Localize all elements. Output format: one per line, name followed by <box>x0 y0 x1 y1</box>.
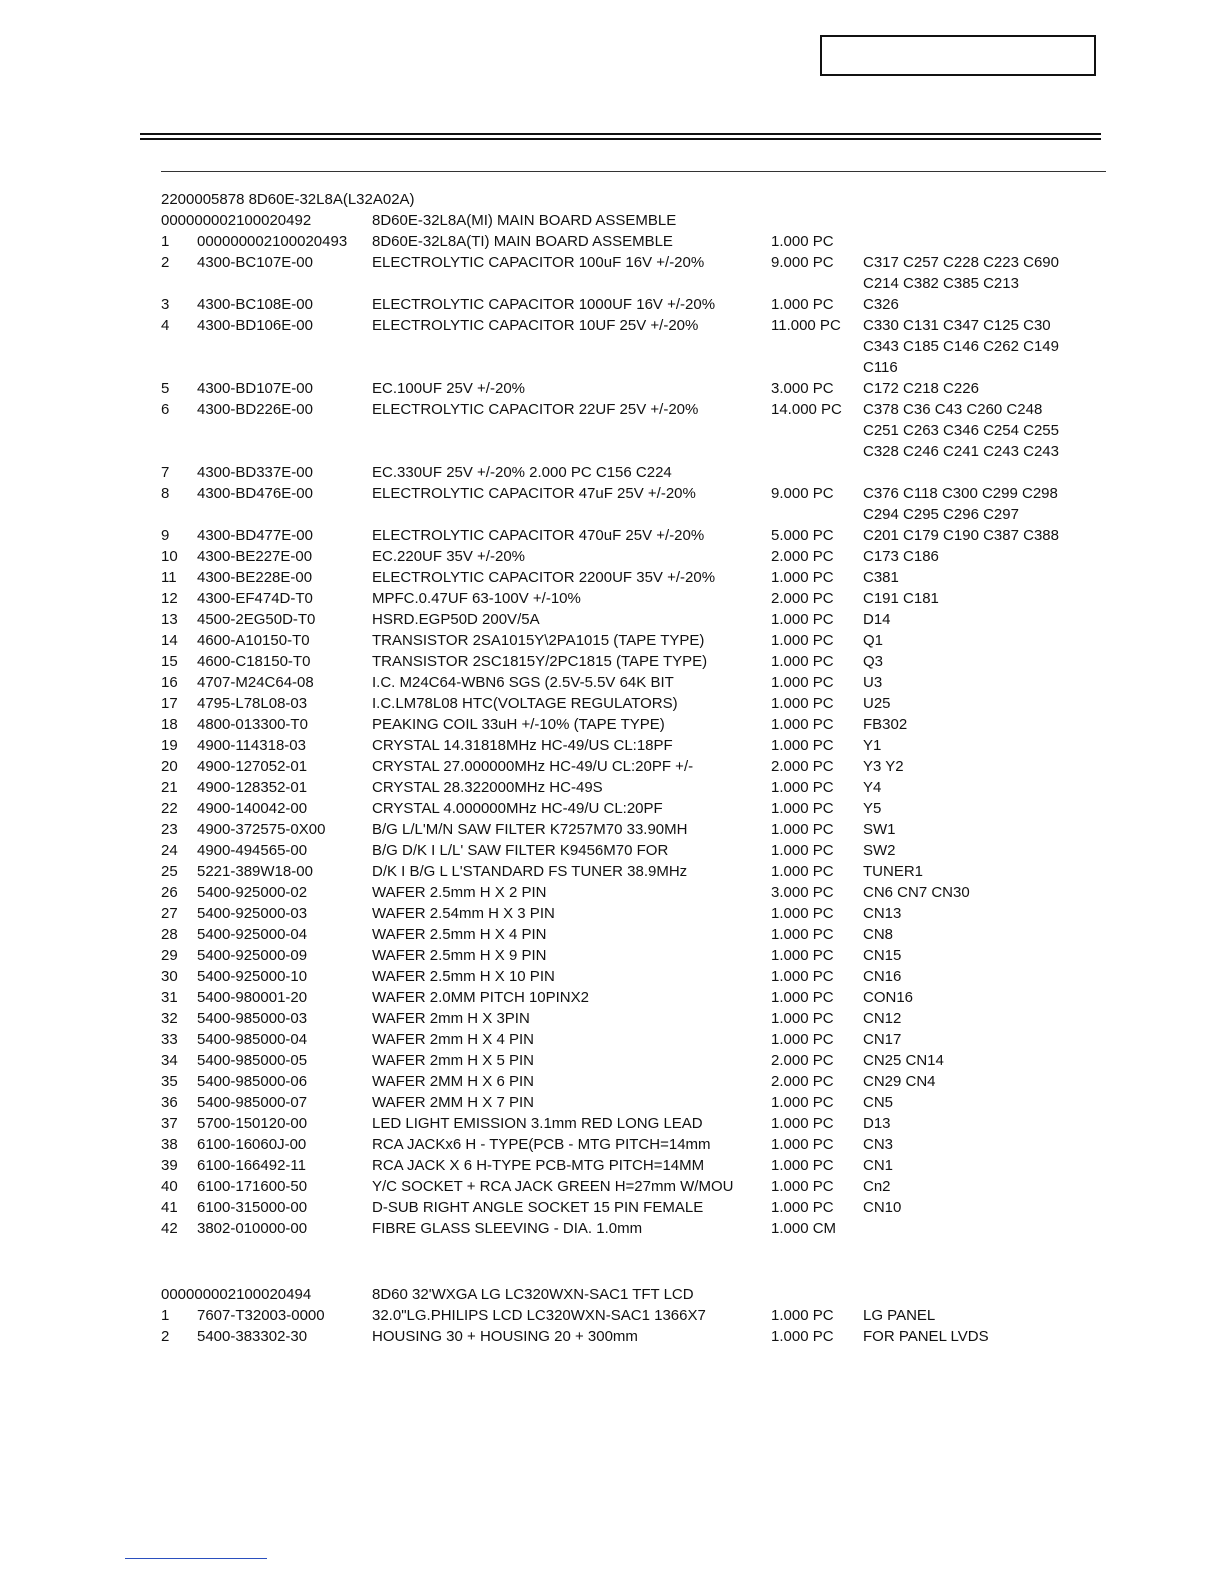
quantity: 1.000 PC <box>771 821 834 838</box>
part-description: D-SUB RIGHT ANGLE SOCKET 15 PIN FEMALE <box>372 1199 704 1216</box>
footer-link-underline <box>125 1558 267 1559</box>
quantity: 1.000 CM <box>771 1220 837 1237</box>
reference-designators: C191 C181 <box>863 590 939 607</box>
reference-designators: CN1 <box>863 1157 894 1174</box>
quantity: 1.000 PC <box>771 632 834 649</box>
reference-designators: Cn2 <box>863 1178 891 1195</box>
quantity: 5.000 PC <box>771 527 834 544</box>
reference-designators: TUNER1 <box>863 863 924 880</box>
part-number: 4300-BD477E-00 <box>197 527 313 544</box>
item-number: 25 <box>161 863 178 880</box>
assembly-desc: 8D60E-32L8A(MI) MAIN BOARD ASSEMBLE <box>372 212 677 229</box>
part-description: I.C. M24C64-WBN6 SGS (2.5V-5.5V 64K BIT <box>372 674 674 691</box>
item-number: 3 <box>161 296 170 313</box>
quantity: 2.000 PC <box>771 548 834 565</box>
item-number: 16 <box>161 674 178 691</box>
quantity: 1.000 PC <box>771 1136 834 1153</box>
assembly-desc: 8D60 32'WXGA LG LC320WXN-SAC1 TFT LCD <box>372 1286 694 1303</box>
reference-designators: U3 <box>863 674 883 691</box>
part-description: ELECTROLYTIC CAPACITOR 1000UF 16V +/-20% <box>372 296 716 313</box>
reference-designators: C172 C218 C226 <box>863 380 979 397</box>
part-number: 4300-BE227E-00 <box>197 548 313 565</box>
part-number: 4300-BD106E-00 <box>197 317 313 334</box>
reference-designators: Q3 <box>863 653 884 670</box>
reference-designators: C378 C36 C43 C260 C248 <box>863 401 1043 418</box>
part-description: B/G D/K I L/L' SAW FILTER K9456M70 FOR <box>372 842 669 859</box>
part-number: 4300-BC107E-00 <box>197 254 313 271</box>
reference-designators: D14 <box>863 611 891 628</box>
part-description: WAFER 2.5mm H X 9 PIN <box>372 947 547 964</box>
header-box <box>820 35 1096 76</box>
quantity: 1.000 PC <box>771 1199 834 1216</box>
part-description: ELECTROLYTIC CAPACITOR 47uF 25V +/-20% <box>372 485 696 502</box>
part-number: 5400-980001-20 <box>197 989 308 1006</box>
part-number: 4900-140042-00 <box>197 800 308 817</box>
quantity: 14.000 PC <box>771 401 842 418</box>
reference-designators: CN29 CN4 <box>863 1073 936 1090</box>
part-number: 4300-BD476E-00 <box>197 485 313 502</box>
reference-designators: C381 <box>863 569 899 586</box>
part-description: ELECTROLYTIC CAPACITOR 470uF 25V +/-20% <box>372 527 705 544</box>
item-number: 6 <box>161 401 170 418</box>
reference-designators: Q1 <box>863 632 884 649</box>
part-description: WAFER 2mm H X 4 PIN <box>372 1031 534 1048</box>
quantity: 3.000 PC <box>771 884 834 901</box>
quantity: 1.000 PC <box>771 905 834 922</box>
part-number: 3802-010000-00 <box>197 1220 308 1237</box>
reference-designators: CON16 <box>863 989 914 1006</box>
item-number: 18 <box>161 716 178 733</box>
part-description: WAFER 2.0MM PITCH 10PINX2 <box>372 989 589 1006</box>
item-number: 33 <box>161 1031 178 1048</box>
part-number: 5400-985000-05 <box>197 1052 308 1069</box>
quantity: 1.000 PC <box>771 695 834 712</box>
part-number: 000000002100020493 <box>197 233 348 250</box>
item-number: 31 <box>161 989 178 1006</box>
reference-designators: CN6 CN7 CN30 <box>863 884 970 901</box>
item-number: 38 <box>161 1136 178 1153</box>
item-number: 5 <box>161 380 170 397</box>
item-number: 39 <box>161 1157 178 1174</box>
item-number: 1 <box>161 233 170 250</box>
assembly-id: 000000002100020494 <box>161 1286 312 1303</box>
reference-designators: CN12 <box>863 1010 902 1027</box>
item-number: 10 <box>161 548 178 565</box>
item-number: 41 <box>161 1199 178 1216</box>
item-number: 14 <box>161 632 178 649</box>
reference-designators: C317 C257 C228 C223 C690 <box>863 254 1059 271</box>
part-number: 4600-A10150-T0 <box>197 632 310 649</box>
part-description: D/K I B/G L L'STANDARD FS TUNER 38.9MHz <box>372 863 688 880</box>
quantity: 1.000 PC <box>771 674 834 691</box>
part-number: 5400-925000-04 <box>197 926 308 943</box>
part-number: 4300-BD226E-00 <box>197 401 313 418</box>
reference-designators: C343 C185 C146 C262 C149 <box>863 338 1059 355</box>
part-description: WAFER 2.5mm H X 4 PIN <box>372 926 547 943</box>
item-number: 42 <box>161 1220 178 1237</box>
quantity: 1.000 PC <box>771 1010 834 1027</box>
part-description: LED LIGHT EMISSION 3.1mm RED LONG LEAD <box>372 1115 703 1132</box>
quantity: 1.000 PC <box>771 926 834 943</box>
part-description: Y/C SOCKET + RCA JACK GREEN H=27mm W/MOU <box>372 1178 734 1195</box>
part-description: WAFER 2mm H X 5 PIN <box>372 1052 534 1069</box>
quantity: 2.000 PC <box>771 590 834 607</box>
quantity: 1.000 PC <box>771 569 834 586</box>
part-description: EC.220UF 35V +/-20% <box>372 548 525 565</box>
reference-designators: Y3 Y2 <box>863 758 904 775</box>
part-description: TRANSISTOR 2SC1815Y/2PC1815 (TAPE TYPE) <box>372 653 708 670</box>
reference-designators: CN16 <box>863 968 902 985</box>
reference-designators: C201 C179 C190 C387 C388 <box>863 527 1059 544</box>
item-number: 27 <box>161 905 178 922</box>
quantity: 1.000 PC <box>771 737 834 754</box>
item-number: 19 <box>161 737 178 754</box>
reference-designators: FOR PANEL LVDS <box>863 1328 989 1345</box>
quantity: 1.000 PC <box>771 1328 834 1345</box>
quantity: 1.000 PC <box>771 1031 834 1048</box>
part-description: ELECTROLYTIC CAPACITOR 22UF 25V +/-20% <box>372 401 699 418</box>
quantity: 1.000 PC <box>771 716 834 733</box>
quantity: 2.000 PC <box>771 1052 834 1069</box>
part-number: 5400-985000-04 <box>197 1031 308 1048</box>
quantity: 1.000 PC <box>771 1094 834 1111</box>
part-description: MPFC.0.47UF 63-100V +/-10% <box>372 590 581 607</box>
item-number: 36 <box>161 1094 178 1111</box>
quantity: 1.000 PC <box>771 842 834 859</box>
part-number: 5400-925000-03 <box>197 905 308 922</box>
part-description: B/G L/L'M/N SAW FILTER K7257M70 33.90MH <box>372 821 688 838</box>
quantity: 11.000 PC <box>771 317 841 334</box>
part-description: RCA JACKx6 H - TYPE(PCB - MTG PITCH=14mm <box>372 1136 711 1153</box>
quantity: 1.000 PC <box>771 989 834 1006</box>
reference-designators: C328 C246 C241 C243 C243 <box>863 443 1059 460</box>
header-thin-rule <box>161 171 1106 172</box>
part-description: WAFER 2MM H X 6 PIN <box>372 1073 534 1090</box>
reference-designators: C116 <box>863 359 898 376</box>
reference-designators: CN13 <box>863 905 902 922</box>
part-number: 4300-BD107E-00 <box>197 380 313 397</box>
part-number: 4795-L78L08-03 <box>197 695 308 712</box>
item-number: 8 <box>161 485 170 502</box>
quantity: 1.000 PC <box>771 968 834 985</box>
reference-designators: C330 C131 C347 C125 C30 <box>863 317 1051 334</box>
part-number: 4900-128352-01 <box>197 779 308 796</box>
part-number: 4600-C18150-T0 <box>197 653 311 670</box>
item-number: 15 <box>161 653 178 670</box>
item-number: 1 <box>161 1307 170 1324</box>
part-description: PEAKING COIL 33uH +/-10% (TAPE TYPE) <box>372 716 665 733</box>
reference-designators: LG PANEL <box>863 1307 936 1324</box>
part-number: 5400-383302-30 <box>197 1328 308 1345</box>
quantity: 2.000 PC <box>771 758 834 775</box>
part-description: WAFER 2.54mm H X 3 PIN <box>372 905 555 922</box>
part-number: 4500-2EG50D-T0 <box>197 611 316 628</box>
assembly-id: 000000002100020492 <box>161 212 312 229</box>
reference-designators: C294 C295 C296 C297 <box>863 506 1019 523</box>
part-number: 7607-T32003-0000 <box>197 1307 325 1324</box>
part-number: 5700-150120-00 <box>197 1115 308 1132</box>
quantity: 1.000 PC <box>771 296 834 313</box>
part-description: EC.100UF 25V +/-20% <box>372 380 525 397</box>
part-number: 5400-985000-07 <box>197 1094 308 1111</box>
quantity: 1.000 PC <box>771 1115 834 1132</box>
quantity: 9.000 PC <box>771 254 834 271</box>
part-number: 4300-BC108E-00 <box>197 296 313 313</box>
reference-designators: CN17 <box>863 1031 902 1048</box>
part-description: HOUSING 30 + HOUSING 20 + 300mm <box>372 1328 638 1345</box>
reference-designators: FB302 <box>863 716 908 733</box>
item-number: 40 <box>161 1178 178 1195</box>
quantity: 1.000 PC <box>771 611 834 628</box>
part-description: CRYSTAL 27.000000MHz HC-49/U CL:20PF +/- <box>372 758 694 775</box>
quantity: 1.000 PC <box>771 1157 834 1174</box>
part-description: TRANSISTOR 2SA1015Y\2PA1015 (TAPE TYPE) <box>372 632 705 649</box>
part-description: WAFER 2mm H X 3PIN <box>372 1010 530 1027</box>
item-number: 34 <box>161 1052 178 1069</box>
part-number: 6100-315000-00 <box>197 1199 308 1216</box>
part-description: CRYSTAL 4.000000MHz HC-49/U CL:20PF <box>372 800 663 817</box>
reference-designators: U25 <box>863 695 891 712</box>
part-number: 4300-BE228E-00 <box>197 569 313 586</box>
reference-designators: C173 C186 <box>863 548 939 565</box>
item-number: 29 <box>161 947 178 964</box>
item-number: 37 <box>161 1115 178 1132</box>
part-description: ELECTROLYTIC CAPACITOR 2200UF 35V +/-20% <box>372 569 716 586</box>
part-description: FIBRE GLASS SLEEVING - DIA. 1.0mm <box>372 1220 643 1237</box>
item-number: 11 <box>161 569 177 586</box>
reference-designators: C251 C263 C346 C254 C255 <box>863 422 1059 439</box>
part-number: 5400-925000-10 <box>197 968 308 985</box>
part-description: 8D60E-32L8A(TI) MAIN BOARD ASSEMBLE <box>372 233 673 250</box>
part-description: CRYSTAL 14.31818MHz HC-49/US CL:18PF <box>372 737 673 754</box>
quantity: 1.000 PC <box>771 1307 834 1324</box>
item-number: 9 <box>161 527 170 544</box>
item-number: 28 <box>161 926 178 943</box>
reference-designators: C214 C382 C385 C213 <box>863 275 1019 292</box>
header-double-rule <box>140 133 1101 140</box>
part-number: 6100-166492-11 <box>197 1157 306 1174</box>
quantity: 2.000 PC <box>771 1073 834 1090</box>
quantity: 1.000 PC <box>771 233 834 250</box>
part-number: 4300-BD337E-00 <box>197 464 313 481</box>
reference-designators: CN10 <box>863 1199 902 1216</box>
part-description: 32.0"LG.PHILIPS LCD LC320WXN-SAC1 1366X7 <box>372 1307 706 1324</box>
part-number: 4300-EF474D-T0 <box>197 590 313 607</box>
part-number: 4900-494565-00 <box>197 842 308 859</box>
part-description: HSRD.EGP50D 200V/5A <box>372 611 540 628</box>
part-description: ELECTROLYTIC CAPACITOR 100uF 16V +/-20% <box>372 254 705 271</box>
bom-title-text: 2200005878 8D60E-32L8A(L32A02A) <box>161 191 415 208</box>
item-number: 30 <box>161 968 178 985</box>
reference-designators: C326 <box>863 296 899 313</box>
part-number: 5400-925000-02 <box>197 884 308 901</box>
item-number: 4 <box>161 317 170 334</box>
item-number: 23 <box>161 821 178 838</box>
reference-designators: SW2 <box>863 842 896 859</box>
part-description: EC.330UF 25V +/-20% 2.000 PC C156 C224 <box>372 464 672 481</box>
part-description: CRYSTAL 28.322000MHz HC-49S <box>372 779 603 796</box>
item-number: 7 <box>161 464 170 481</box>
part-number: 4900-114318-03 <box>197 737 306 754</box>
part-number: 4900-372575-0X00 <box>197 821 326 838</box>
part-number: 6100-171600-50 <box>197 1178 308 1195</box>
item-number: 24 <box>161 842 178 859</box>
quantity: 1.000 PC <box>771 779 834 796</box>
reference-designators: Y4 <box>863 779 882 796</box>
reference-designators: D13 <box>863 1115 891 1132</box>
part-description: ELECTROLYTIC CAPACITOR 10UF 25V +/-20% <box>372 317 699 334</box>
part-description: RCA JACK X 6 H-TYPE PCB-MTG PITCH=14MM <box>372 1157 705 1174</box>
reference-designators: CN5 <box>863 1094 894 1111</box>
part-description: WAFER 2.5mm H X 10 PIN <box>372 968 555 985</box>
reference-designators: CN8 <box>863 926 894 943</box>
reference-designators: SW1 <box>863 821 896 838</box>
part-number: 5400-985000-06 <box>197 1073 308 1090</box>
reference-designators: Y1 <box>863 737 882 754</box>
item-number: 35 <box>161 1073 178 1090</box>
reference-designators: CN15 <box>863 947 902 964</box>
part-number: 6100-16060J-00 <box>197 1136 307 1153</box>
item-number: 20 <box>161 758 178 775</box>
part-number: 5221-389W18-00 <box>197 863 313 880</box>
item-number: 21 <box>161 779 178 796</box>
reference-designators: Y5 <box>863 800 882 817</box>
item-number: 12 <box>161 590 178 607</box>
quantity: 1.000 PC <box>771 947 834 964</box>
part-number: 5400-985000-03 <box>197 1010 308 1027</box>
item-number: 32 <box>161 1010 178 1027</box>
quantity: 9.000 PC <box>771 485 834 502</box>
quantity: 1.000 PC <box>771 1178 834 1195</box>
item-number: 2 <box>161 254 170 271</box>
part-description: WAFER 2MM H X 7 PIN <box>372 1094 534 1111</box>
quantity: 3.000 PC <box>771 380 834 397</box>
item-number: 13 <box>161 611 178 628</box>
part-number: 4900-127052-01 <box>197 758 308 775</box>
reference-designators: CN3 <box>863 1136 894 1153</box>
part-number: 4800-013300-T0 <box>197 716 308 733</box>
part-description: WAFER 2.5mm H X 2 PIN <box>372 884 547 901</box>
item-number: 17 <box>161 695 178 712</box>
quantity: 1.000 PC <box>771 653 834 670</box>
item-number: 22 <box>161 800 178 817</box>
item-number: 26 <box>161 884 178 901</box>
part-number: 4707-M24C64-08 <box>197 674 314 691</box>
reference-designators: CN25 CN14 <box>863 1052 944 1069</box>
part-description: I.C.LM78L08 HTC(VOLTAGE REGULATORS) <box>372 695 678 712</box>
reference-designators: C376 C118 C300 C299 C298 <box>863 485 1058 502</box>
item-number: 2 <box>161 1328 170 1345</box>
quantity: 1.000 PC <box>771 800 834 817</box>
quantity: 1.000 PC <box>771 863 834 880</box>
part-number: 5400-925000-09 <box>197 947 308 964</box>
